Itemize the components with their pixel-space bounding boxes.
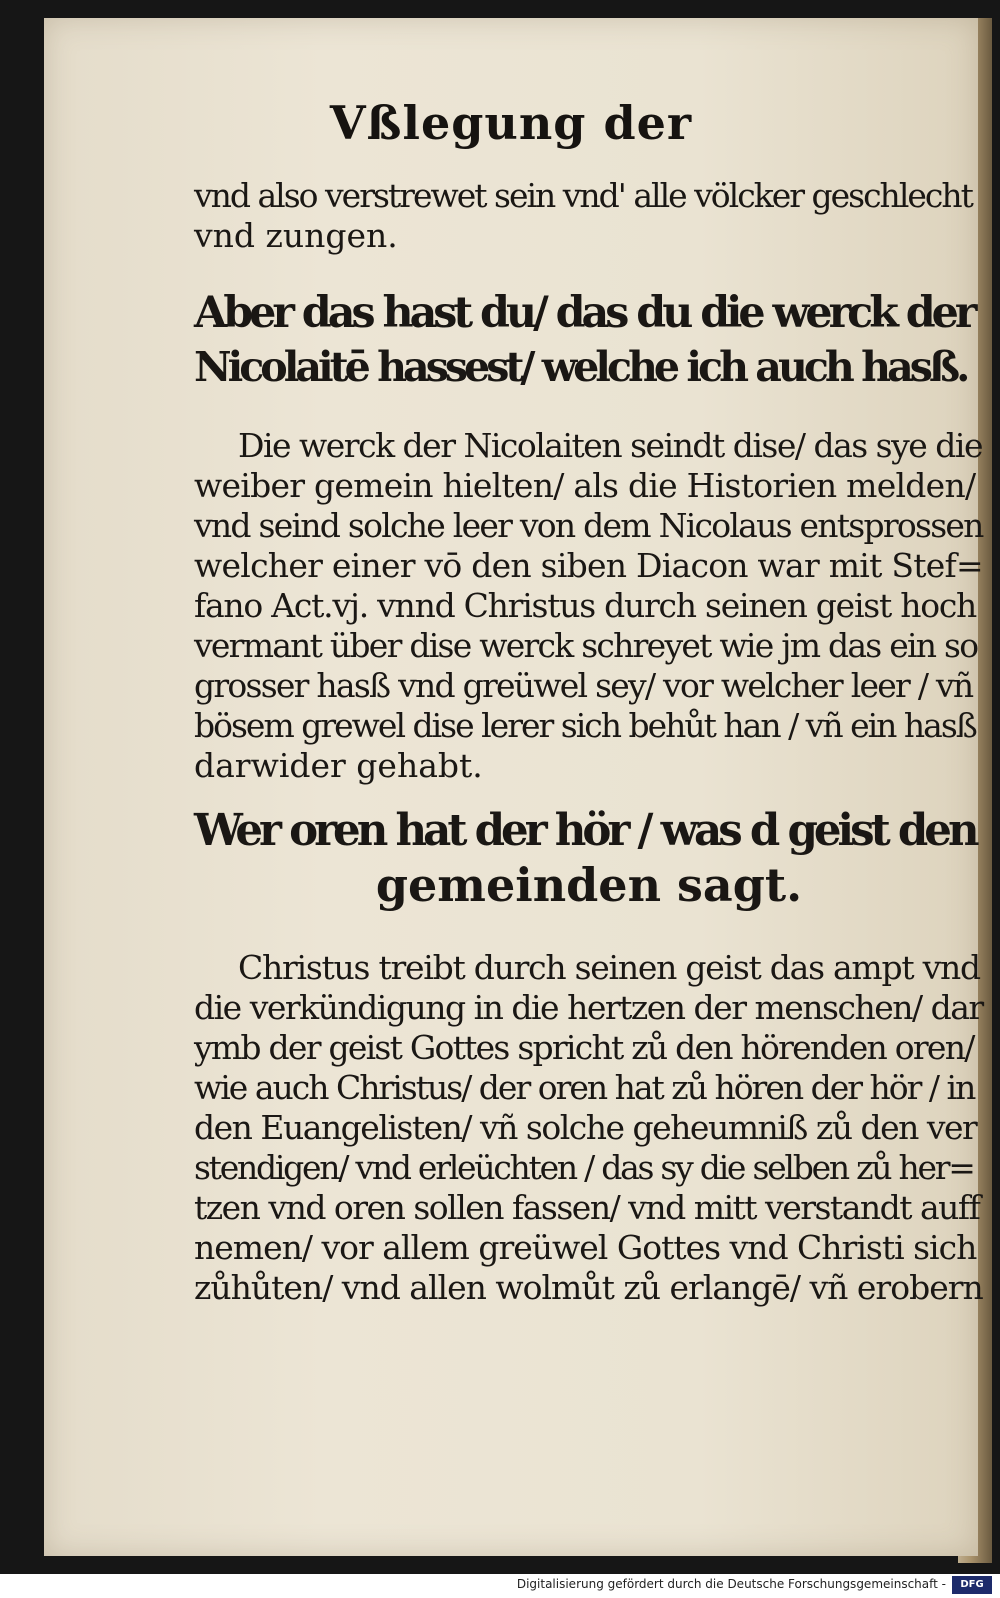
text-line: ymb der geist Gottes spricht zů den hörenden oren/ [194, 1028, 974, 1067]
heading-line: gemeinden sagt. [375, 858, 803, 912]
text-line: wie auch Christus/ der oren hat zů hören der hör / in [194, 1068, 975, 1107]
text-line: den Euangelisten/ vñ solche geheumniß zů den ver [194, 1108, 977, 1147]
heading-line: Aber das hast du/ das du die werck der [194, 288, 974, 338]
text-block-1 [194, 176, 984, 256]
text-line: vermant über dise werck schreyet wie jm das ein so [194, 626, 978, 665]
dfg-logo-icon: DFG [952, 1576, 992, 1594]
text-line: tzen vnd oren sollen fassen/ vnd mitt verstandt auff [194, 1188, 980, 1227]
text-line: vnd also verstrewet sein vnd' alle völcker geschlecht [194, 176, 972, 215]
paragraph-2 [194, 948, 984, 1308]
text-line: darwider gehabt. [194, 746, 483, 785]
text-line: Christus treibt durch seinen geist das ampt vnd [238, 948, 980, 987]
heading-1 [194, 286, 984, 394]
heading-line: Wer oren hat der hör / was d geist den [194, 805, 976, 856]
text-line: welcher einer vō den siben Diacon war mit Stef= [194, 546, 983, 585]
footer-bar [0, 1574, 1000, 1598]
text-line: grosser hasß vnd greüwel sey/ vor welcher leer / vñ [194, 666, 973, 705]
text-line: bösem grewel dise lerer sich behůt han / vñ ein hasß [194, 706, 976, 745]
text-line: nemen/ vor allem greüwel Gottes vnd Christi sich [194, 1228, 977, 1267]
paragraph-1 [194, 426, 984, 786]
text-line: stendigen/ vnd erleüchten / das sy die selben zů her= [194, 1148, 974, 1187]
heading-2 [194, 804, 984, 912]
text-line: Die werck der Nicolaiten seindt dise/ das sye die [238, 426, 982, 465]
text-line: vnd seind solche leer von dem Nicolaus entsprossen [194, 506, 983, 545]
running-head: Vßlegung der [329, 96, 693, 150]
heading-line: Nicolaitē hassest/ welche ich auch hasß. [194, 342, 967, 391]
text-line: zůhůten/ vnd allen wolmůt zů erlangē/ vñ erobern [194, 1268, 983, 1307]
text-line: die verkündigung in die hertzen der menschen/ dar [194, 988, 983, 1027]
funding-credit: Digitalisierung gefördert durch die Deutsche Forschungsgemeinschaft - [516, 1577, 946, 1591]
text-line: weiber gemein hielten/ als die Historien melden/ [194, 466, 976, 505]
text-line: vnd zungen. [194, 216, 398, 255]
book-page [44, 18, 983, 1556]
text-line: fano Act.vj. vnnd Christus durch seinen geist hoch [194, 586, 977, 625]
